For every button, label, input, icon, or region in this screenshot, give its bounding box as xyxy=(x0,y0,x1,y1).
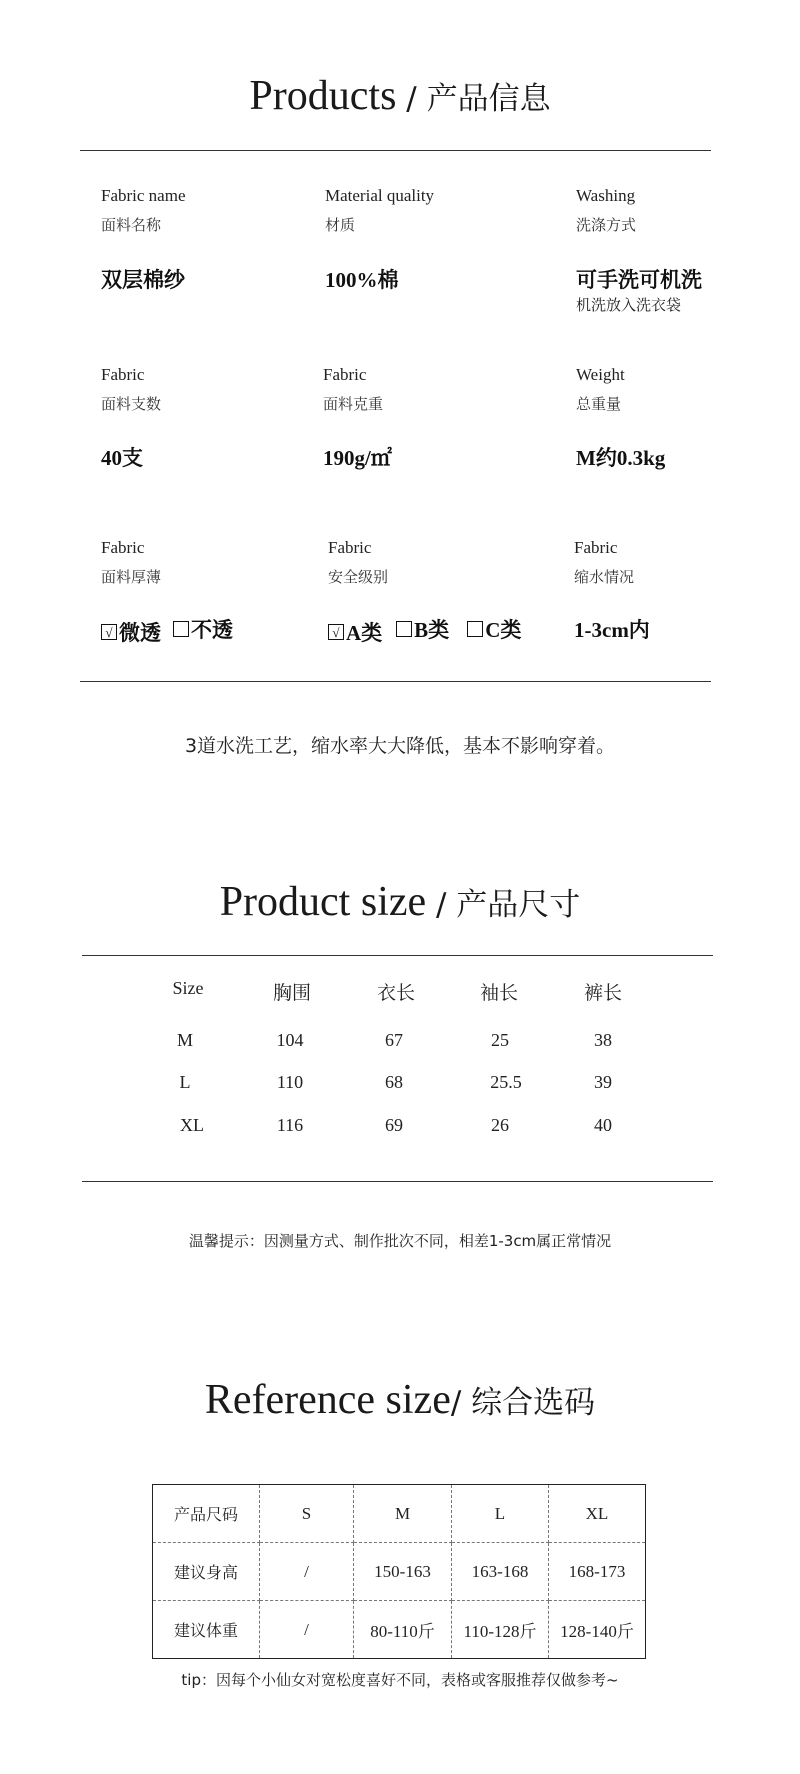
size-cell: 25 xyxy=(491,1030,509,1050)
size-header: 袖长 xyxy=(479,982,518,1004)
reference-size-title-en: Reference size xyxy=(204,1377,451,1423)
field-value: 双层棉纱 xyxy=(101,268,185,292)
field-label-en: Washing xyxy=(576,186,636,205)
field-label-en: Material quality xyxy=(325,186,435,205)
size-cell: 104 xyxy=(276,1030,304,1050)
reference-size-title-cn: 综合选码 xyxy=(471,1385,596,1421)
field-label-en: Weight xyxy=(576,365,625,384)
table-cell: 110-128斤 xyxy=(452,1601,549,1659)
field-label-cn: 面料名称 xyxy=(101,216,162,234)
table-cell: S xyxy=(260,1485,354,1543)
checkbox-icon xyxy=(396,621,412,637)
field-value: 可手洗可机洗 xyxy=(576,268,702,292)
field-label-en: Fabric name xyxy=(101,186,186,205)
products-title xyxy=(0,72,800,120)
table-row xyxy=(153,1601,646,1659)
product-size-title-cn: 产品尺寸 xyxy=(456,887,581,923)
table-cell: 168-173 xyxy=(549,1543,646,1601)
table-row xyxy=(153,1485,646,1543)
table-cell: 128-140斤 xyxy=(549,1601,646,1659)
table-cell: 建议体重 xyxy=(153,1601,260,1659)
size-cell: 39 xyxy=(594,1072,612,1092)
table-row xyxy=(153,1543,646,1601)
checkbox-icon: √ xyxy=(101,624,117,640)
size-cell: 26 xyxy=(491,1115,509,1135)
field-value: 190g/㎡ xyxy=(323,446,392,470)
field-label-cn: 洗涤方式 xyxy=(576,216,637,234)
safety-options xyxy=(328,614,533,647)
size-cell: L xyxy=(179,1072,191,1092)
table-cell: / xyxy=(260,1543,354,1601)
checkbox-icon: √ xyxy=(328,624,344,640)
checkbox-icon xyxy=(467,621,483,637)
field-label-en: Fabric xyxy=(101,365,145,384)
field-label-cn: 总重量 xyxy=(576,395,622,413)
size-header: 胸围 xyxy=(272,982,311,1004)
tip-note: tip：因每个小仙女对宽松度喜好不同，表格或客服推荐仅做参考~ xyxy=(181,1671,619,1689)
divider xyxy=(80,150,711,151)
product-size-title-en: Product size xyxy=(219,879,427,925)
table-cell: 产品尺码 xyxy=(153,1485,260,1543)
size-header: Size xyxy=(172,978,204,998)
field-label-cn: 面料厚薄 xyxy=(101,568,162,586)
field-value: 1-3cm内 xyxy=(574,618,650,642)
reference-size-title-sep: / xyxy=(450,1385,472,1421)
table-cell: / xyxy=(260,1601,354,1659)
safety-option: √ A类 xyxy=(328,617,382,647)
table-cell: 163-168 xyxy=(452,1543,549,1601)
size-cell: 25.5 xyxy=(490,1072,522,1092)
reference-size-title xyxy=(0,1376,800,1424)
thickness-option: 不透 xyxy=(173,614,233,644)
field-label-en: Fabric xyxy=(101,538,145,557)
products-title-sep: / xyxy=(396,81,427,117)
product-size-title xyxy=(0,878,800,926)
thickness-option: √ 微透 xyxy=(101,617,161,647)
field-label-cn: 面料克重 xyxy=(323,395,384,413)
field-label-cn: 面料支数 xyxy=(101,395,162,413)
size-note: 温馨提示：因测量方式、制作批次不同，相差1-3cm属正常情况 xyxy=(188,1232,612,1250)
table-cell: 80-110斤 xyxy=(354,1601,452,1659)
thickness-options xyxy=(101,614,245,647)
divider xyxy=(80,681,711,682)
field-value: M约0.3kg xyxy=(576,446,666,470)
field-value-sub: 机洗放入洗衣袋 xyxy=(576,296,682,314)
size-cell: 69 xyxy=(385,1115,403,1135)
field-label-cn: 材质 xyxy=(325,216,356,234)
divider xyxy=(82,1181,713,1182)
size-cell: 110 xyxy=(276,1072,304,1092)
safety-option: B类 xyxy=(396,614,449,644)
size-cell: 40 xyxy=(594,1115,612,1135)
size-cell: XL xyxy=(180,1115,204,1135)
size-header: 裤长 xyxy=(583,982,622,1004)
size-cell: 68 xyxy=(385,1072,403,1092)
field-label-cn: 安全级别 xyxy=(328,568,389,586)
products-title-en: Products xyxy=(249,73,397,119)
field-label-en: Fabric xyxy=(323,365,367,384)
wash-note: 3道水洗工艺，缩水率大大降低，基本不影响穿着。 xyxy=(184,735,616,757)
table-cell: M xyxy=(354,1485,452,1543)
table-cell: 建议身高 xyxy=(153,1543,260,1601)
field-label-en: Fabric xyxy=(574,538,618,557)
products-title-cn: 产品信息 xyxy=(426,81,551,117)
product-size-title-sep: / xyxy=(426,887,457,923)
divider xyxy=(82,955,713,956)
table-cell: XL xyxy=(549,1485,646,1543)
field-value: 40支 xyxy=(101,446,143,470)
safety-option: C类 xyxy=(467,614,521,644)
field-label-en: Fabric xyxy=(328,538,372,557)
table-cell: 150-163 xyxy=(354,1543,452,1601)
reference-size-table xyxy=(152,1484,646,1659)
field-label-cn: 缩水情况 xyxy=(574,568,635,586)
table-cell: L xyxy=(452,1485,549,1543)
checkbox-icon xyxy=(173,621,189,637)
size-header: 衣长 xyxy=(376,982,415,1004)
size-cell: 116 xyxy=(276,1115,304,1135)
size-cell: M xyxy=(176,1030,193,1050)
size-cell: 38 xyxy=(594,1030,612,1050)
field-value: 100%棉 xyxy=(325,268,399,292)
size-cell: 67 xyxy=(385,1030,403,1050)
